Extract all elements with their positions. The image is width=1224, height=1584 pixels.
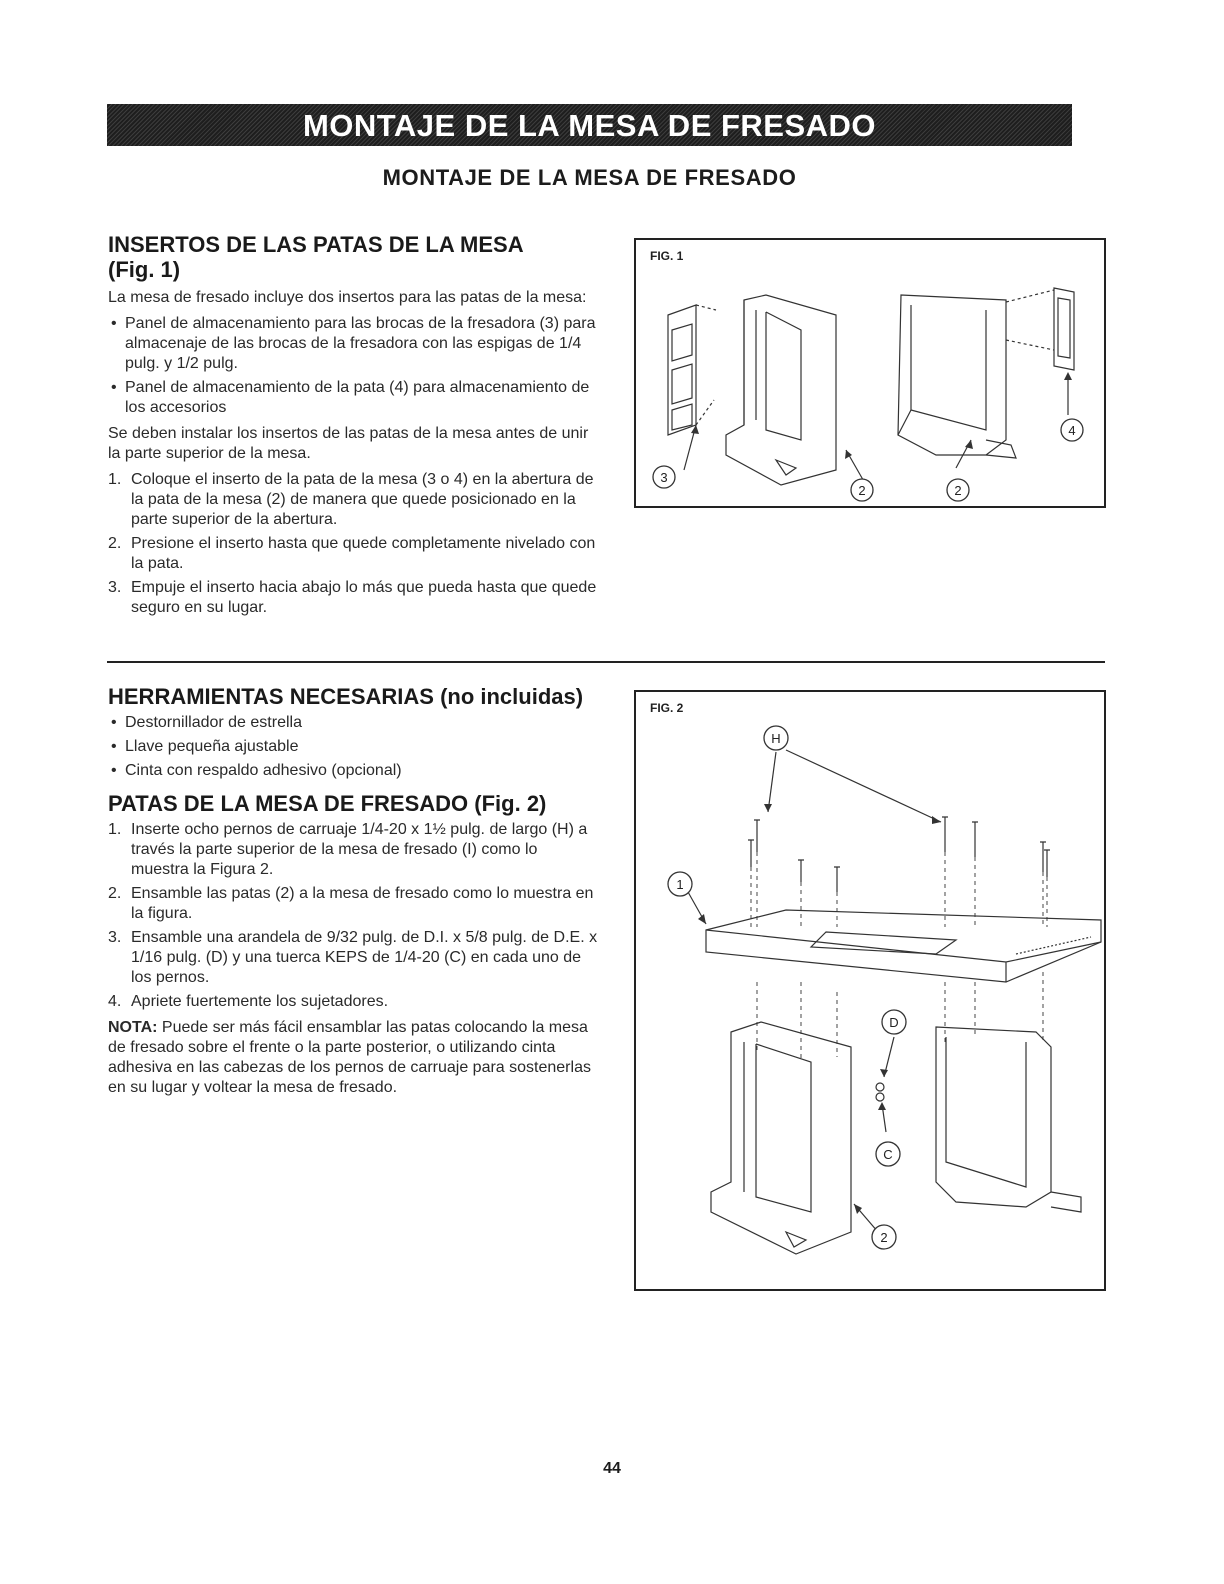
step-number: 2. bbox=[108, 535, 122, 552]
list-item: • Panel de almacenamiento para las brocas de la fresadora (3) para almacenaje de las brocas de la fresadora con las espigas de 1/4 pulg. y 1/2 pulg. bbox=[108, 314, 598, 374]
page-number: 44 bbox=[603, 1460, 621, 1477]
fig2-illustration bbox=[636, 692, 1104, 1289]
callout-2-label: 2 bbox=[880, 1230, 888, 1245]
figure-2 bbox=[634, 690, 1106, 1291]
table-leg-left bbox=[726, 295, 836, 485]
insertos-bullet-list bbox=[108, 314, 598, 418]
nota-label: NOTA: bbox=[108, 1019, 158, 1036]
insertos-note: Se deben instalar los insertos de las patas de la mesa antes de unir la parte superior de la mesa. bbox=[108, 425, 589, 462]
callout-4-label: 4 bbox=[1068, 423, 1076, 438]
section-herramientas bbox=[108, 684, 598, 1104]
table-leg-right bbox=[936, 1027, 1051, 1207]
nota-paragraph bbox=[108, 1018, 598, 1098]
carriage-bolts bbox=[748, 817, 1050, 892]
nota-text: Puede ser más fácil ensamblar las patas colocando la mesa de fresado sobre el frente o la parte posterior, o utilizando cinta adhesiva en las cabezas de los pernos de carruaje para sostenerlas en su lugar y voltear la mesa de fresado. bbox=[108, 1019, 591, 1096]
list-item: • Panel de almacenamiento de la pata (4) para almacenamiento de los accesorios bbox=[108, 378, 598, 418]
list-item bbox=[108, 884, 598, 924]
banner-title: MONTAJE DE LA MESA DE FRESADO bbox=[302, 108, 877, 143]
section-divider bbox=[107, 661, 1105, 663]
leg-storage-panel bbox=[1054, 288, 1074, 370]
step-number: 3. bbox=[108, 929, 122, 946]
step-text: Coloque el inserto de la pata de la mesa (3 o 4) en la abertura de la pata de la mesa (2) de manera que quede posicionado en la parte superior de la abertura. bbox=[131, 471, 594, 528]
table-leg-right bbox=[898, 295, 1006, 455]
herramientas-heading: HERRAMIENTAS NECESARIAS (no incluidas) bbox=[108, 684, 584, 709]
step-number: 1. bbox=[108, 821, 122, 838]
section-banner bbox=[107, 104, 1072, 146]
fig1-label: FIG. 1 bbox=[650, 249, 684, 263]
callout-1-label: 1 bbox=[676, 877, 684, 892]
page-subtitle: MONTAJE DE LA MESA DE FRESADO bbox=[382, 165, 797, 190]
step-text: Empuje el inserto hacia abajo lo más que pueda hasta que quede seguro en su lugar. bbox=[131, 579, 597, 616]
callout-3-label: 3 bbox=[660, 470, 668, 485]
step-text: Inserte ocho pernos de carruaje 1/4-20 x 1½ pulg. de largo (H) a través la parte superior de la mesa de fresado (I) como lo muestra la Figura 2. bbox=[131, 821, 588, 878]
step-text: Ensamble una arandela de 9/32 pulg. de D.I. x 5/8 pulg. de D.E. x 1/16 pulg. (D) y una tuerca KEPS de 1/4-20 (C) en cada uno de los pernos. bbox=[131, 929, 598, 986]
step-text: Apriete fuertemente los sujetadores. bbox=[131, 993, 389, 1010]
fig2-label: FIG. 2 bbox=[650, 701, 684, 715]
tools-list bbox=[108, 713, 598, 781]
insertos-steps bbox=[108, 470, 598, 618]
list-item: • Destornillador de estrella bbox=[108, 713, 598, 733]
callout-2a-label: 2 bbox=[858, 483, 866, 498]
callout-h-label: H bbox=[771, 731, 781, 746]
list-item: • Llave pequeña ajustable bbox=[108, 737, 598, 757]
step-number: 1. bbox=[108, 471, 122, 488]
insertos-intro: La mesa de fresado incluye dos insertos para las patas de la mesa: bbox=[108, 289, 587, 306]
list-item bbox=[108, 578, 598, 618]
table-leg-left bbox=[711, 1022, 851, 1254]
step-number: 4. bbox=[108, 993, 122, 1010]
step-number: 2. bbox=[108, 885, 122, 902]
step-text: Ensamble las patas (2) a la mesa de fresado como lo muestra en la figura. bbox=[131, 885, 594, 922]
list-item bbox=[108, 928, 598, 988]
callout-c-label: C bbox=[883, 1147, 893, 1162]
step-text: Presione el inserto hasta que quede completamente nivelado con la pata. bbox=[131, 535, 596, 572]
fig1-illustration bbox=[636, 240, 1104, 506]
router-table-top bbox=[706, 910, 1101, 982]
list-item bbox=[108, 820, 598, 880]
step-number: 3. bbox=[108, 579, 122, 596]
insertos-heading: INSERTOS DE LAS PATAS DE LA MESA (Fig. 1) bbox=[108, 232, 523, 282]
list-item bbox=[108, 534, 598, 574]
keps-nut bbox=[876, 1093, 884, 1101]
list-item bbox=[108, 470, 598, 530]
washer bbox=[876, 1083, 884, 1091]
patas-heading: PATAS DE LA MESA DE FRESADO (Fig. 2) bbox=[108, 791, 547, 816]
list-item bbox=[108, 992, 598, 1012]
callout-2b-label: 2 bbox=[954, 483, 962, 498]
section-insertos bbox=[108, 232, 598, 624]
patas-steps bbox=[108, 820, 598, 1012]
figure-1 bbox=[634, 238, 1106, 508]
callout-d-label: D bbox=[889, 1015, 899, 1030]
list-item: • Cinta con respaldo adhesivo (opcional) bbox=[108, 761, 598, 781]
